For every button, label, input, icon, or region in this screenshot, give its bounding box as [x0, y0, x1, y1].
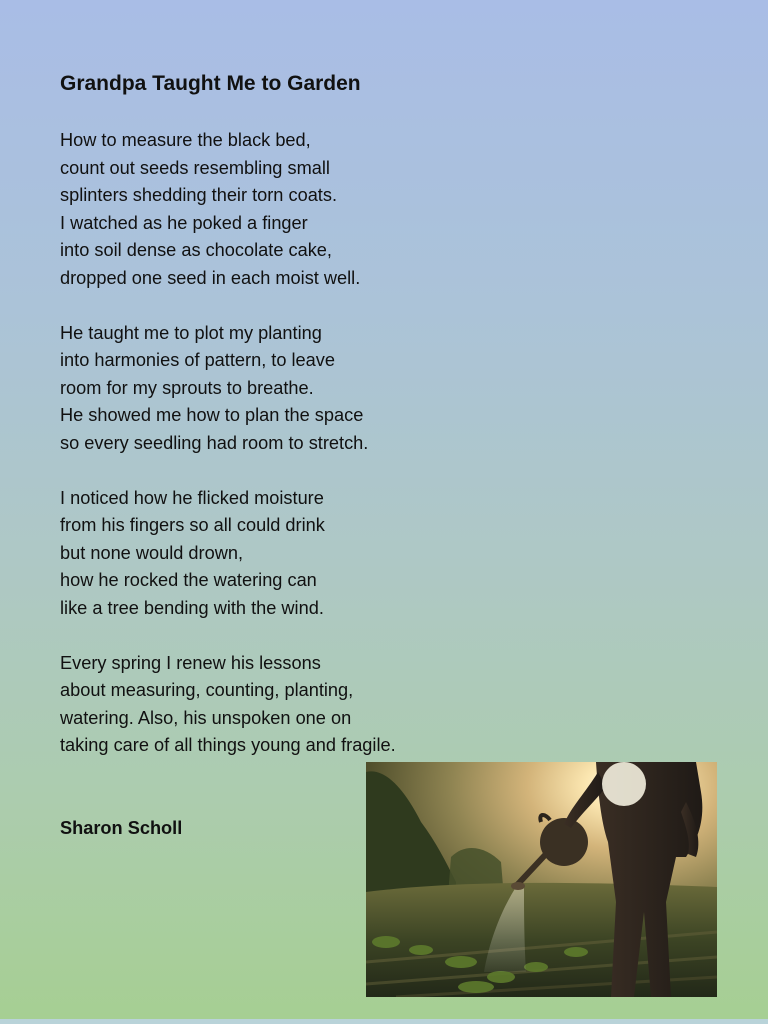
poem-line: room for my sprouts to breathe.: [60, 377, 314, 398]
poem-line: how he rocked the watering can: [60, 570, 317, 590]
poem-line: taking care of all things young and fragile.: [60, 735, 396, 755]
poem-line: I watched as he poked a finger: [60, 212, 308, 233]
sun-flare: [602, 762, 646, 806]
poem-line: He showed me how to plan the space: [60, 405, 364, 425]
gardener-watering-photo: [366, 762, 717, 997]
photo-illustration: [366, 762, 717, 997]
stanza-3: [60, 485, 460, 623]
poem-line: Every spring I renew his lessons: [60, 652, 321, 673]
poem-line: about measuring, counting, planting,: [60, 680, 354, 700]
bottom-strip: [0, 1019, 768, 1024]
poem-line: splinters shedding their torn coats.: [60, 185, 338, 205]
poem-line: so every seedling had room to stretch.: [60, 432, 369, 453]
poem-line: How to measure the black bed,: [60, 130, 311, 150]
poem-line: like a tree bending with the wind.: [60, 597, 324, 618]
stanza-1: [60, 127, 460, 292]
poem-line: but none would drown,: [60, 542, 244, 563]
poem-line: I noticed how he flicked moisture: [60, 487, 324, 508]
poem-line: from his fingers so all could drink: [60, 515, 325, 535]
poem-line: into soil dense as chocolate cake,: [60, 240, 332, 260]
stanza-4: [60, 650, 460, 760]
poem-author: Sharon Scholl: [60, 818, 183, 838]
poem-line: He taught me to plot my planting: [60, 322, 322, 343]
poem-line: dropped one seed in each moist well.: [60, 267, 361, 288]
poem-line: watering. Also, his unspoken one on: [60, 707, 352, 728]
poem-title: Grandpa Taught Me to Garden: [60, 72, 361, 95]
poem-line: into harmonies of pattern, to leave: [60, 350, 335, 370]
poem-line: count out seeds resembling small: [60, 157, 330, 178]
stanza-2: [60, 320, 460, 458]
poem-body: [60, 127, 460, 787]
